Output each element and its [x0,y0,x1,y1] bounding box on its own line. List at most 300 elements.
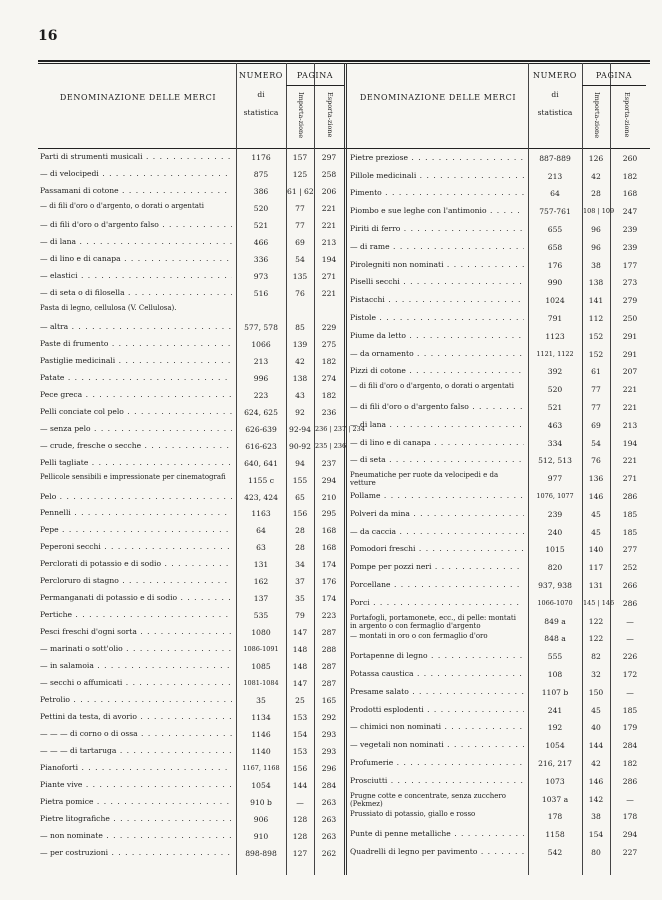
esportazione-page: 287 [321,662,337,672]
item-name: — di fili d'oro o d'argento falso . . . [40,221,232,230]
importazione-page: 156 [292,509,308,519]
importazione-page: 140 [588,545,604,555]
header-numero-right: NUMERO [533,71,577,80]
page-number: 16 [38,28,58,44]
table-row [350,809,650,827]
statistica-number: 990 [547,278,563,288]
statistica-number: 108 [547,670,563,680]
table-row [350,239,650,257]
importazione-page: 154 [588,830,604,840]
statistica-number: 1123 [545,331,565,341]
table-row [350,577,650,595]
importazione-page: 144 [292,780,308,790]
table-row [40,336,345,353]
esportazione-page: 221 [321,204,337,214]
table-row [350,328,650,346]
importazione-page: 156 [292,763,308,773]
importazione-page: 77 [591,385,601,395]
item-name: — di lana . . . [40,238,232,247]
importazione-page: 77 [295,221,305,231]
table-row [350,506,650,524]
importazione-page: 94 [295,458,305,468]
table-row [40,353,345,370]
esportazione-page: 176 [321,577,337,587]
table-row [40,591,345,608]
esportazione-page: 287 [321,678,337,688]
statistica-number: 640, 641 [244,458,278,468]
pagina-rule-left [286,85,344,86]
importazione-page: 28 [591,189,601,199]
item-name: — non nominate . . . [40,832,232,841]
item-name: Presame salato . . . [350,688,524,697]
header-denominazione-left: DENOMINAZIONE DELLE MERCI [59,93,217,102]
item-name: Punte di penne metalliche . . . [350,830,524,839]
esportazione-page: 277 [622,545,638,555]
item-name: Prodotti esplodenti . . . [350,706,524,715]
importazione-page: 148 [292,645,308,655]
statistica-number: 1085 [251,662,271,672]
table-row [350,186,650,204]
esportazione-page: 271 [622,474,638,484]
header-importazione-right: Importa-zione [593,92,601,139]
esportazione-page: 286 [622,598,638,608]
statistica-number: 64 [550,189,560,199]
item-name: Pelo . . . [40,493,232,502]
esportazione-page: 213 [622,420,638,430]
table-row [40,303,345,320]
esportazione-page: 239 [622,242,638,252]
importazione-page: 148 [292,662,308,672]
esportazione-page: 221 [622,403,638,413]
item-name: Portafogli, portamonete, ecc., di pelle: montati in argento o con fermaglio d'argento [350,613,516,630]
esportazione-page: 286 [622,776,638,786]
table-row [40,201,345,218]
esportazione-page: 291 [622,349,638,359]
importazione-page: 128 [292,831,308,841]
esportazione-page: — [626,794,634,804]
item-name: Polveri da mina . . . [350,510,524,519]
statistica-number: 906 [253,814,269,824]
importazione-page: 138 [292,373,308,383]
esportazione-page: 210 [321,492,337,502]
item-name: Porci . . . [350,599,524,608]
esportazione-page: 182 [622,171,638,181]
statistica-number: 241 [547,705,563,715]
table-row [40,676,345,693]
item-name: — per costruzioni . . . [40,849,232,858]
esportazione-page: 236 | 237 | 234 [315,424,365,433]
table-row [40,574,345,591]
statistica-number: 626-639 [245,424,277,434]
statistica-number: 213 [547,171,563,181]
table-row [350,381,650,399]
table-row [350,737,650,755]
esportazione-page: 185 [622,527,638,537]
esportazione-page: 174 [321,594,337,604]
item-name: Pastiglie medicinali . . . [40,357,232,366]
statistica-number: 520 [253,204,269,214]
esportazione-page: 262 [321,848,337,858]
table-row [350,702,650,720]
item-name: — vegetali non nominati . . . [350,741,524,750]
statistica-number: 1158 [545,830,565,840]
table-row [40,404,345,421]
statistica-number: 192 [547,723,563,733]
esportazione-page: 182 [622,759,638,769]
table-row [40,540,345,557]
importazione-page: 92 [295,407,305,417]
item-name: — elastici . . . [40,272,232,281]
statistica-number: 520 [547,385,563,395]
importazione-page: 128 [292,814,308,824]
table-row [40,286,345,303]
esportazione-page: 236 [321,407,337,417]
statistica-number: 131 [253,560,269,570]
item-name: Pellicole sensibili e impressionate per cinematografi [40,473,226,482]
importazione-page: 54 [591,438,601,448]
esportazione-page: 194 [321,255,337,265]
item-name: Pesci freschi d'ogni sorta . . . [40,628,232,637]
table-row [350,257,650,275]
importazione-page: 152 [588,349,604,359]
item-name: Peperoni secchi . . . [40,543,232,552]
table-row [350,453,650,471]
esportazione-page: 174 [321,560,337,570]
table-row [350,755,650,773]
statistica-number: 977 [547,474,563,484]
esportazione-page: 284 [622,741,638,751]
statistica-number: 616-623 [245,441,277,451]
item-name: Pece greca . . . [40,391,232,400]
esportazione-page: 185 [622,705,638,715]
item-name: — di fili d'oro o d'argento, o dorati o argentati [350,382,514,391]
table-row [40,608,345,625]
statistica-number: 577, 578 [244,322,278,332]
esportazione-page: 177 [622,260,638,270]
esportazione-page: 235 | 236 [315,441,347,450]
importazione-page: 25 [295,695,305,705]
importazione-page: 96 [591,225,601,235]
statistica-number: 386 [253,187,269,197]
esportazione-page: 273 [622,278,638,288]
item-name: Pietre litografiche . . . [40,815,232,824]
table-row [40,709,345,726]
statistica-number: 1086-1091 [243,645,279,654]
statistica-number: 820 [547,563,563,573]
importazione-page: 80 [591,848,601,858]
table-row [350,791,650,809]
statistica-number: 1146 [251,729,271,739]
top-rule [38,60,650,62]
importazione-page: 139 [292,339,308,349]
item-name: — di fili d'oro o d'argento falso . . . [350,403,524,412]
statistica-number: 35 [256,695,266,705]
statistica-number: 898-898 [245,848,277,858]
esportazione-page: 260 [622,153,638,163]
header-numero-left: NUMERO [239,71,283,80]
importazione-page: 42 [591,759,601,769]
esportazione-page: 221 [622,385,638,395]
statistica-number: 848 a [544,634,566,644]
statistica-number: 555 [547,652,563,662]
esportazione-page: 168 [321,543,337,553]
item-name: Pompe per pozzi neri . . . [350,563,524,572]
esportazione-page: 221 [321,289,337,299]
statistica-number: 1024 [545,296,565,306]
esportazione-page: 274 [321,373,337,383]
importazione-page: 131 [588,581,604,591]
table-row [350,221,650,239]
importazione-page: 45 [591,527,601,537]
item-name: Pillole medicinali . . . [350,172,524,181]
header-di-right: di [551,90,559,99]
esportazione-page: 206 [321,187,337,197]
table-row [40,692,345,709]
table-row [40,387,345,404]
statistica-number: 973 [253,272,269,282]
importazione-page: 141 [588,296,604,306]
esportazione-page: 239 [622,225,638,235]
esportazione-page: 185 [622,509,638,519]
table-row [40,150,345,167]
table-row [40,811,345,828]
item-name: Pietra pomice . . . [40,798,232,807]
esportazione-page: 295 [321,509,337,519]
statistica-number: 213 [253,356,269,366]
esportazione-page: — [626,687,634,697]
table-row [350,346,650,364]
importazione-page: — [296,797,304,807]
statistica-number: 875 [253,170,269,180]
importazione-page: 45 [591,705,601,715]
table-row [350,844,650,862]
item-name: Patate . . . [40,374,232,383]
esportazione-page: 275 [321,339,337,349]
statistica-number: 178 [547,812,563,822]
table-row [350,470,650,488]
esportazione-page: 247 [622,207,638,217]
table-row [40,777,345,794]
esportazione-page: 172 [622,670,638,680]
importazione-page: 122 [588,634,604,644]
importazione-page: 145 | 146 [583,598,615,607]
esportazione-page: 194 [622,438,638,448]
importazione-page: 108 | 109 [583,207,615,216]
esportazione-page: 287 [321,628,337,638]
item-name: Pomodori freschi . . . [350,545,524,554]
statistica-number: 937, 938 [538,581,572,591]
esportazione-page: 221 [622,456,638,466]
header-pagina-left: PAGINA [296,71,334,80]
statistica-number: 240 [547,527,563,537]
table-row [40,743,345,760]
importazione-page: 138 [588,278,604,288]
table-row [40,506,345,523]
statistica-number: 1155 c [248,475,274,485]
table-row [40,438,345,455]
statistica-number: 655 [547,225,563,235]
statistica-number: 223 [253,390,269,400]
statistica-number: 137 [253,594,269,604]
importazione-page: 28 [295,526,305,536]
statistica-number: 162 [253,577,269,587]
table-row [350,666,650,684]
table-row [350,275,650,293]
importazione-page: 54 [295,255,305,265]
esportazione-page: — [626,634,634,644]
importazione-page: 82 [591,652,601,662]
item-name: Pollame . . . [350,492,524,501]
importazione-page: 76 [591,456,601,466]
statistica-number: 239 [547,509,563,519]
table-row [40,828,345,845]
esportazione-page: 179 [622,723,638,733]
statistica-number: 1140 [251,746,271,756]
item-name: Pietre preziose . . . [350,154,524,163]
table-row [350,399,650,417]
item-name: — in salamoia . . . [40,662,232,671]
importazione-page: 79 [295,611,305,621]
importazione-page: 35 [295,594,305,604]
item-name: — di velocipedi . . . [40,170,232,179]
esportazione-page: 263 [321,814,337,824]
item-name: Piselli secchi . . . [350,278,524,287]
importazione-page: 34 [295,560,305,570]
item-name: — di seta . . . [350,456,524,465]
esportazione-page: 252 [622,563,638,573]
importazione-page: 76 [295,289,305,299]
table-row [40,370,345,387]
importazione-page: 61 | 62 [287,187,314,197]
header-pagina-right: PAGINA [595,71,633,80]
esportazione-page: 263 [321,797,337,807]
importazione-page: 127 [292,848,308,858]
esportazione-page: 237 [321,458,337,468]
importazione-page: 92-94 [289,424,311,434]
item-name: Pistole . . . [350,314,524,323]
statistica-number: 791 [547,314,563,324]
esportazione-page: 229 [321,322,337,332]
statistica-number: 1054 [251,780,271,790]
esportazione-page: 284 [321,780,337,790]
statistica-number: 512, 513 [538,456,572,466]
statistica-number: 757-761 [539,207,571,217]
table-row [350,631,650,649]
importazione-page: 142 [588,794,604,804]
table-row [40,320,345,337]
item-name: — di seta o di filosella . . . [40,289,232,298]
importazione-page: 155 [292,475,308,485]
esportazione-page: 165 [321,695,337,705]
esportazione-page: 279 [622,296,638,306]
importazione-page: 125 [292,170,308,180]
esportazione-page: 297 [321,153,337,163]
table-row [40,523,345,540]
importazione-page: 157 [292,153,308,163]
statistica-number: 334 [547,438,563,448]
statistica-number: 466 [253,238,269,248]
statistica-number: 463 [547,420,563,430]
importazione-page: 150 [588,687,604,697]
importazione-page: 45 [591,509,601,519]
table-row [350,826,650,844]
header-statistica-left: statistica [243,108,279,117]
item-name: — senza pelo . . . [40,425,232,434]
table-row [40,167,345,184]
statistica-number: 1015 [545,545,565,555]
esportazione-page: 288 [321,645,337,655]
importazione-page: 144 [588,741,604,751]
esportazione-page: 227 [622,848,638,858]
table-row [350,773,650,791]
item-name: Prugne cotte e concentrate, senza zucchero (Pekmez) [350,791,506,808]
statistica-number: 1076, 1077 [536,492,574,501]
statistica-number: 1066 [251,339,271,349]
item-name: Pizzi di cotone . . . [350,367,524,376]
item-name: Pelli tagliate . . . [40,459,232,468]
importazione-page: 152 [588,331,604,341]
table-row [40,557,345,574]
statistica-number: 1054 [545,741,565,751]
table-row [40,472,345,489]
item-name: — chimici non nominati . . . [350,723,524,732]
item-name: Piriti di ferro . . . [350,225,524,234]
importazione-page: 146 [588,492,604,502]
item-name: Pistacchi . . . [350,296,524,305]
importazione-page: 77 [591,403,601,413]
statistica-number: 1081-1084 [243,678,279,687]
item-name: — marinati o sott'olio . . . [40,645,232,654]
table-row [350,648,650,666]
esportazione-page: — [626,616,634,626]
item-name: Parti di strumenti musicali . . . [40,153,232,162]
item-name: Passamani di cotone . . . [40,187,232,196]
table-row [40,235,345,252]
table-row [350,203,650,221]
esportazione-page: 296 [321,763,337,773]
importazione-page: 147 [292,628,308,638]
importazione-page: 147 [292,678,308,688]
importazione-page: 153 [292,746,308,756]
statistica-number: 996 [253,373,269,383]
table-row [40,659,345,676]
item-name: Pirolegniti non nominati . . . [350,261,524,270]
table-row [40,455,345,472]
statistica-number: 910 b [250,797,272,807]
table-row [40,726,345,743]
table-row [350,559,650,577]
statistica-number: 392 [547,367,563,377]
table-row [350,168,650,186]
esportazione-page: 271 [321,272,337,282]
header-di-left: di [257,90,265,99]
importazione-page: 69 [295,238,305,248]
table-row [350,720,650,738]
item-name: Pelli conciate col pelo . . . [40,408,232,417]
importazione-page: 61 [591,367,601,377]
item-name: — di rame . . . [350,243,524,252]
header-importazione-left: Importa-zione [297,92,305,139]
esportazione-page: 223 [321,611,337,621]
item-name: — di lino e di canapa . . . [40,255,232,264]
esportazione-page: 168 [622,189,638,199]
importazione-page: 65 [295,492,305,502]
statistica-number: 624, 625 [244,407,278,417]
importazione-page: 69 [591,420,601,430]
item-name: Piante vive . . . [40,781,232,790]
importazione-page: 38 [591,260,601,270]
importazione-page: 136 [588,474,604,484]
